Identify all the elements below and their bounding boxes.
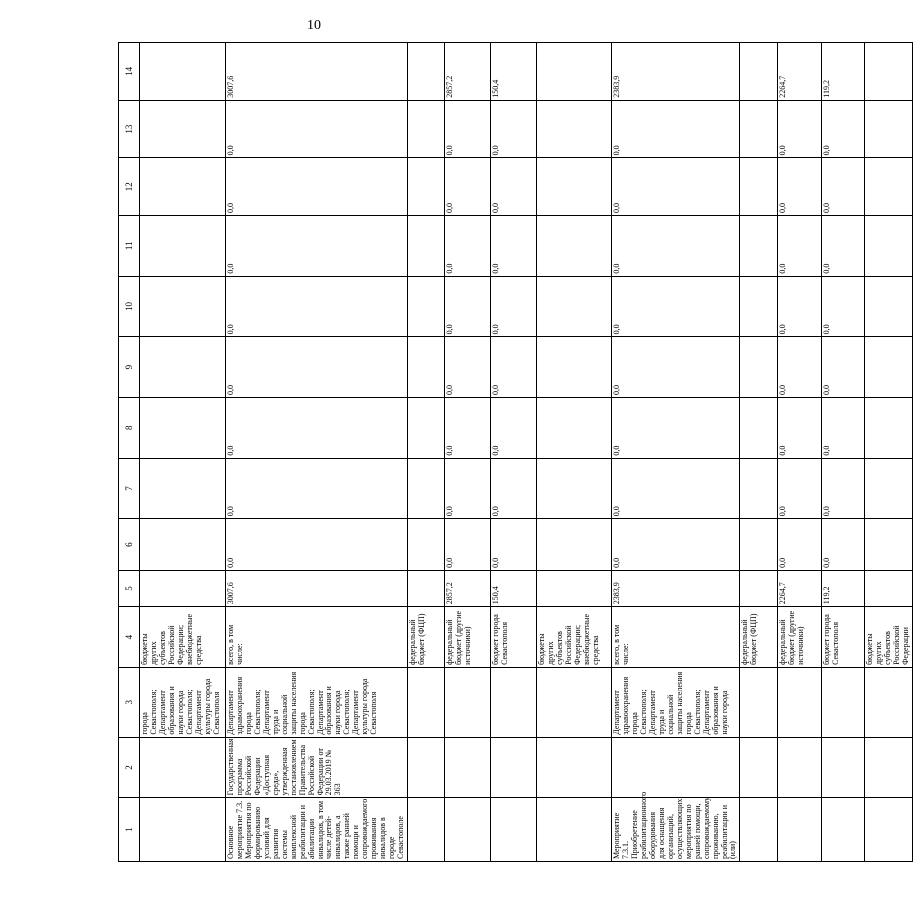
- table-cell-c1: Мероприятие 7.3.1. Приобретение реабилитационного оборудования для оснащения организаций, осуществляющих мероприятия по ранней помощи, сопровождаемому проживанию, реабилитации и (или): [612, 798, 740, 862]
- table-value-cell: [408, 216, 445, 277]
- column-header: 13: [119, 100, 140, 158]
- table-value-cell: 0,0: [226, 276, 408, 337]
- table-value-cell: 0,0: [445, 397, 491, 458]
- table-cell-c4: федеральный бюджет (ФЦП): [740, 607, 778, 668]
- table-value-cell: 150,4: [491, 43, 537, 101]
- table-cell-c1: [445, 798, 491, 862]
- table-value-cell: [408, 519, 445, 571]
- table-value-cell: [537, 337, 612, 398]
- column-header: 12: [119, 158, 140, 216]
- table-row: [445, 43, 491, 862]
- table-cell-c1: [408, 798, 445, 862]
- table-value-cell: [408, 43, 445, 101]
- table-value-cell: [740, 458, 778, 519]
- column-header: 3: [119, 667, 140, 737]
- table-value-cell: 0,0: [445, 100, 491, 158]
- table-value-cell: 0,0: [445, 158, 491, 216]
- table-value-cell: [740, 158, 778, 216]
- table-value-cell: 0,0: [226, 337, 408, 398]
- column-header: 4: [119, 607, 140, 668]
- table-value-cell: [537, 216, 612, 277]
- table-cell-c2: [537, 737, 612, 798]
- page-number: 10: [307, 18, 321, 33]
- table-value-cell: 0,0: [445, 276, 491, 337]
- table-value-cell: 0,0: [226, 519, 408, 571]
- table-cell-c2: [740, 737, 778, 798]
- table-value-cell: 0,0: [612, 337, 740, 398]
- table-row: [778, 43, 822, 862]
- table-cell-c4: бюджеты других субъектов Российской Федерации; внебюджетные средства: [140, 607, 226, 668]
- table-value-cell: [140, 216, 226, 277]
- table-value-cell: 0,0: [778, 397, 822, 458]
- table-value-cell: [865, 216, 913, 277]
- table-value-cell: 2264,7: [778, 570, 822, 606]
- column-header: 11: [119, 216, 140, 277]
- table-row: [612, 43, 740, 862]
- table-cell-c3: [537, 667, 612, 737]
- table-value-cell: 0,0: [822, 276, 865, 337]
- table-value-cell: [537, 43, 612, 101]
- table-value-cell: [740, 276, 778, 337]
- table-value-cell: 0,0: [491, 158, 537, 216]
- table-value-cell: 0,0: [822, 216, 865, 277]
- table-value-cell: 2857,2: [445, 570, 491, 606]
- table-value-cell: 0,0: [778, 100, 822, 158]
- table-value-cell: 0,0: [491, 458, 537, 519]
- table-value-cell: 2857,2: [445, 43, 491, 101]
- table-cell-c3: [778, 667, 822, 737]
- table-cell-c1: [740, 798, 778, 862]
- column-header: 7: [119, 458, 140, 519]
- table-value-cell: 2264,7: [778, 43, 822, 101]
- table-cell-c2: [865, 737, 913, 798]
- table-value-cell: [537, 397, 612, 458]
- table-cell-c3: [865, 667, 913, 737]
- table-value-cell: [408, 397, 445, 458]
- table-value-cell: [408, 276, 445, 337]
- table-value-cell: 0,0: [778, 458, 822, 519]
- table-value-cell: 0,0: [612, 158, 740, 216]
- table-value-cell: 0,0: [226, 216, 408, 277]
- table-row: [491, 43, 537, 862]
- table-value-cell: 0,0: [226, 158, 408, 216]
- table-cell-c4: бюджеты других субъектов Российской Федерации: [865, 607, 913, 668]
- table-value-cell: 0,0: [491, 276, 537, 337]
- table-row: [740, 43, 778, 862]
- table-cell-c1: [865, 798, 913, 862]
- table-cell-c3: города Севастополя; Департамент образования и науки города Севастополя; Департамент культуры города Севастополя: [140, 667, 226, 737]
- table-value-cell: [740, 337, 778, 398]
- header-row: [119, 43, 140, 862]
- table-value-cell: [408, 337, 445, 398]
- column-header: 1: [119, 798, 140, 862]
- table-value-cell: 0,0: [445, 458, 491, 519]
- table-value-cell: [408, 158, 445, 216]
- table-cell-c2: [140, 737, 226, 798]
- column-header: 6: [119, 519, 140, 571]
- table-value-cell: [537, 570, 612, 606]
- table-row: [865, 43, 913, 862]
- table-cell-c2: Государственная программа Российской Федерации «Доступная среда», утвержденная постановлением Правительства Российской Федерации от 29.03.2019 № 363: [226, 737, 408, 798]
- table-value-cell: 0,0: [226, 458, 408, 519]
- table-value-cell: 0,0: [491, 519, 537, 571]
- table-value-cell: [865, 158, 913, 216]
- table-value-cell: [537, 519, 612, 571]
- table-cell-c3: Департамент здравоохранения города Севастополя; Департамент труда и социальной защиты населения города Севастополя; Департамент образования и науки города: [612, 667, 740, 737]
- table-value-cell: [865, 337, 913, 398]
- table-value-cell: [865, 43, 913, 101]
- table-value-cell: 0,0: [491, 397, 537, 458]
- table-value-cell: 0,0: [778, 158, 822, 216]
- table-cell-c3: [408, 667, 445, 737]
- table-value-cell: 0,0: [822, 337, 865, 398]
- table-value-cell: 0,0: [612, 100, 740, 158]
- table-value-cell: [408, 100, 445, 158]
- table-value-cell: [408, 458, 445, 519]
- table-cell-c1: [822, 798, 865, 862]
- table-cell-c3: Департамент здравоохранения города Севастополя; Департамент труда и социальной защиты населения города Севастополя; Департамент образования и науки города Севастополя; Департамент культуры города Севастополя: [226, 667, 408, 737]
- table-value-cell: [140, 397, 226, 458]
- table-cell-c1: [537, 798, 612, 862]
- table-value-cell: [537, 100, 612, 158]
- table-value-cell: [740, 43, 778, 101]
- table-value-cell: [865, 100, 913, 158]
- table-cell-c2: [408, 737, 445, 798]
- table-row: [226, 43, 408, 862]
- table-value-cell: [140, 458, 226, 519]
- table-value-cell: 0,0: [612, 519, 740, 571]
- table-cell-c4: бюджет города Севастополя: [491, 607, 537, 668]
- table-cell-c1: [491, 798, 537, 862]
- table-value-cell: [140, 43, 226, 101]
- table-value-cell: [865, 276, 913, 337]
- table-value-cell: [140, 570, 226, 606]
- table-cell-c3: [491, 667, 537, 737]
- table-cell-c4: федеральный бюджет (другие источники): [778, 607, 822, 668]
- table-value-cell: 0,0: [226, 397, 408, 458]
- table-value-cell: 0,0: [822, 519, 865, 571]
- table-value-cell: 0,0: [491, 100, 537, 158]
- budget-table: [118, 42, 913, 862]
- table-cell-c2: [491, 737, 537, 798]
- table-value-cell: 0,0: [445, 519, 491, 571]
- table-value-cell: [140, 100, 226, 158]
- table-value-cell: [740, 100, 778, 158]
- table-value-cell: 0,0: [612, 276, 740, 337]
- table-value-cell: 0,0: [778, 216, 822, 277]
- table-cell-c2: [822, 737, 865, 798]
- table-cell-c1: [778, 798, 822, 862]
- column-header: 2: [119, 737, 140, 798]
- table-value-cell: 0,0: [822, 158, 865, 216]
- table-cell-c4: всего, в том числе:: [226, 607, 408, 668]
- column-header: 5: [119, 570, 140, 606]
- table-value-cell: 3007,6: [226, 43, 408, 101]
- table-value-cell: 3007,6: [226, 570, 408, 606]
- table-value-cell: 150,4: [491, 570, 537, 606]
- table-value-cell: 2383,9: [612, 570, 740, 606]
- table-value-cell: [140, 158, 226, 216]
- table-value-cell: 119,2: [822, 43, 865, 101]
- table-value-cell: 0,0: [612, 458, 740, 519]
- table-value-cell: 119,2: [822, 570, 865, 606]
- column-header: 10: [119, 276, 140, 337]
- table-row: [537, 43, 612, 862]
- table-cell-c4: бюджет города Севастополя: [822, 607, 865, 668]
- table-value-cell: [537, 158, 612, 216]
- table-value-cell: 0,0: [778, 276, 822, 337]
- table-cell-c3: [445, 667, 491, 737]
- table-value-cell: 0,0: [491, 216, 537, 277]
- table-cell-c4: всего, в том числе:: [612, 607, 740, 668]
- table-value-cell: [408, 570, 445, 606]
- rotated-table-container: [118, 42, 911, 862]
- table-value-cell: 0,0: [822, 397, 865, 458]
- table-cell-c2: [445, 737, 491, 798]
- table-cell-c2: [778, 737, 822, 798]
- column-header: 9: [119, 337, 140, 398]
- table-value-cell: 0,0: [491, 337, 537, 398]
- column-header: 8: [119, 397, 140, 458]
- table-value-cell: 0,0: [445, 216, 491, 277]
- table-value-cell: [740, 519, 778, 571]
- table-value-cell: 0,0: [822, 100, 865, 158]
- table-cell-c3: [822, 667, 865, 737]
- table-cell-c4: федеральный бюджет (другие источники): [445, 607, 491, 668]
- table-row: [140, 43, 226, 862]
- table-value-cell: [140, 337, 226, 398]
- table-cell-c2: [612, 737, 740, 798]
- table-value-cell: [140, 519, 226, 571]
- table-value-cell: 0,0: [612, 397, 740, 458]
- table-cell-c4: бюджеты других субъектов Российской Федерации; внебюджетные средства: [537, 607, 612, 668]
- table-cell-c1: [140, 798, 226, 862]
- table-value-cell: 0,0: [612, 216, 740, 277]
- table-value-cell: [740, 397, 778, 458]
- table-value-cell: [140, 276, 226, 337]
- table-value-cell: [537, 276, 612, 337]
- table-value-cell: [865, 570, 913, 606]
- table-value-cell: 2383,9: [612, 43, 740, 101]
- table-value-cell: [865, 397, 913, 458]
- table-cell-c3: [740, 667, 778, 737]
- column-header: 14: [119, 43, 140, 101]
- table-value-cell: [537, 458, 612, 519]
- table-value-cell: 0,0: [445, 337, 491, 398]
- table-value-cell: 0,0: [822, 458, 865, 519]
- table-row: [822, 43, 865, 862]
- table-value-cell: [865, 519, 913, 571]
- table-row: [408, 43, 445, 862]
- table-cell-c4: федеральный бюджет (ФЦП): [408, 607, 445, 668]
- table-value-cell: 0,0: [226, 100, 408, 158]
- table-value-cell: [740, 216, 778, 277]
- table-value-cell: [865, 458, 913, 519]
- table-cell-c1: Основное мероприятие 7.3. Мероприятия по формированию условий для развития системы комплексной реабилитации и абилитации инвалидов, в том числе детей-инвалидов, а также ранней помощи и сопровождаемого проживания инвалидов в городе Севастополе: [226, 798, 408, 862]
- table-value-cell: 0,0: [778, 337, 822, 398]
- table-value-cell: [740, 570, 778, 606]
- table-value-cell: 0,0: [778, 519, 822, 571]
